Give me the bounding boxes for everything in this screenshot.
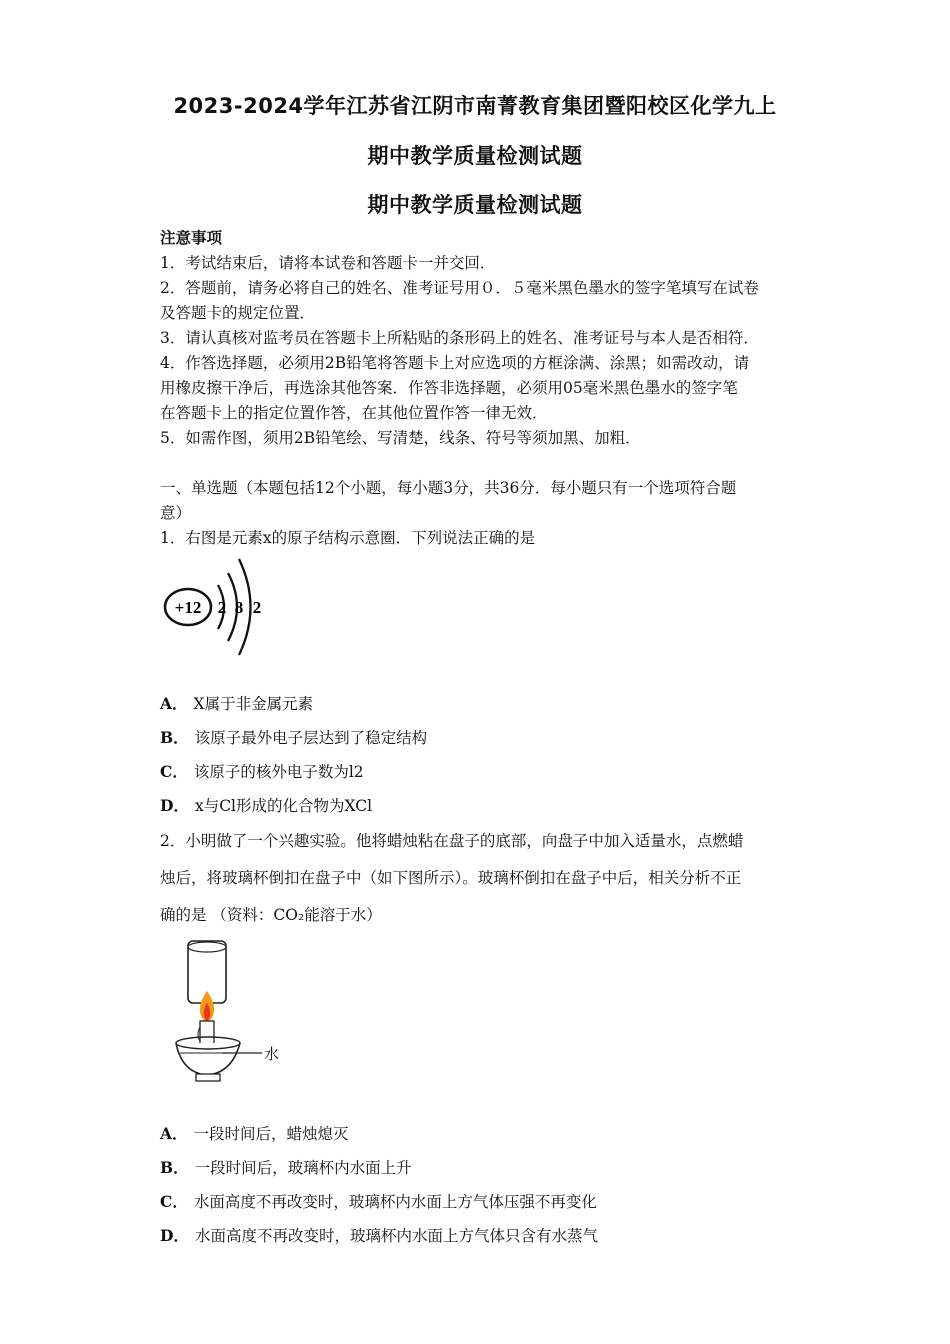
shell-electrons-3: 2: [252, 598, 262, 617]
notice-line: 5．如需作图，须用2B铅笔绘、写清楚，线条、符号等须加黑、加粗．: [160, 429, 641, 447]
q2-option-d: [160, 1226, 598, 1246]
q2-stem-line-2: 烛后，将玻璃杯倒扣在盘子中（如下图所示）。玻璃杯倒扣在盘子中后，相关分析不正: [160, 869, 742, 887]
notice-line: 在答题卡上的指定位置作答，在其他位置作答一律无效．: [160, 404, 548, 422]
q2-option-c: [160, 1192, 597, 1212]
atom-structure-diagram: [160, 555, 270, 660]
q1-stem: 1．右图是元素x的原子结构示意圈．下列说法正确的是: [160, 529, 536, 547]
section-heading-cont: 意）: [160, 504, 192, 522]
page-title-line-1: 2023-2024学年江苏省江阴市南菁教育集团暨阳校区化学九上: [173, 94, 777, 118]
notice-line: 1．考试结束后，请将本试卷和答题卡一并交回．: [160, 254, 496, 272]
q2-option-b: [160, 1158, 412, 1178]
option-text: 该原子最外电子层达到了稳定结构: [194, 729, 428, 747]
q1-option-d: [160, 796, 372, 816]
option-text: X属于非金属元素: [193, 695, 314, 713]
option-key: C．: [160, 762, 188, 781]
notice-heading: 注意事项: [160, 228, 223, 247]
water-label: 水: [264, 1045, 280, 1063]
candle-experiment-diagram: [160, 935, 290, 1085]
q1-option-c: [160, 762, 364, 782]
q2-stem-line-3: 确的是 （资料：CO₂能溶于水）: [160, 906, 382, 924]
notice-line: 2．答题前，请务必将自己的姓名、准考证号用０．５毫米黑色墨水的签字笔填写在试卷: [160, 279, 759, 297]
page-title-line-2: 期中教学质量检测试题: [367, 144, 583, 168]
option-key: A．: [160, 1124, 188, 1143]
q2-stem-line-1: 2．小明做了一个兴趣实验。他将蜡烛粘在盘子的底部，向盘子中加入适量水，点燃蜡: [160, 832, 744, 850]
shell-electrons-2: 8: [234, 598, 244, 617]
option-key: B．: [160, 1158, 189, 1177]
option-key: B．: [160, 728, 189, 747]
notice-line: 4．作答选择题，必须用2B铅笔将答题卡上对应选项的方框涂满、涂黑；如需改动，请: [160, 354, 750, 372]
option-key: D．: [160, 796, 189, 815]
shell-electrons-1: 2: [217, 598, 227, 617]
notice-line: 3．请认真核对监考员在答题卡上所粘贴的条形码上的姓名、准考证号与本人是否相符．: [160, 329, 759, 347]
option-text: 水面高度不再改变时，玻璃杯内水面上方气体只含有水蒸气: [194, 1227, 598, 1245]
notice-line: 及答题卡的规定位置．: [160, 304, 316, 322]
q1-option-b: [160, 728, 427, 748]
nucleus-charge: +12: [174, 598, 202, 617]
option-key: D．: [160, 1226, 189, 1245]
option-text: x与Cl形成的化合物为XCl: [194, 797, 373, 815]
q2-option-a: [160, 1124, 349, 1144]
option-key: A．: [160, 694, 188, 713]
section-heading: 一、单选题（本题包括12个小题，每小题3分，共36分．每小题只有一个选项符合题: [160, 479, 737, 497]
q1-option-a: [160, 694, 313, 714]
notice-line: 用橡皮擦干净后，再选涂其他答案．作答非选择题，必须用05毫米黑色墨水的签字笔: [160, 379, 738, 397]
option-text: 一段时间后，玻璃杯内水面上升: [194, 1159, 412, 1177]
page-title-line-3: 期中教学质量检测试题: [367, 193, 583, 217]
option-text: 水面高度不再改变时，玻璃杯内水面上方气体压强不再变化: [193, 1193, 597, 1211]
dish-base: [196, 1074, 220, 1081]
option-key: C．: [160, 1192, 188, 1211]
option-text: 一段时间后，蜡烛熄灭: [193, 1125, 349, 1143]
option-text: 该原子的核外电子数为l2: [193, 763, 364, 781]
